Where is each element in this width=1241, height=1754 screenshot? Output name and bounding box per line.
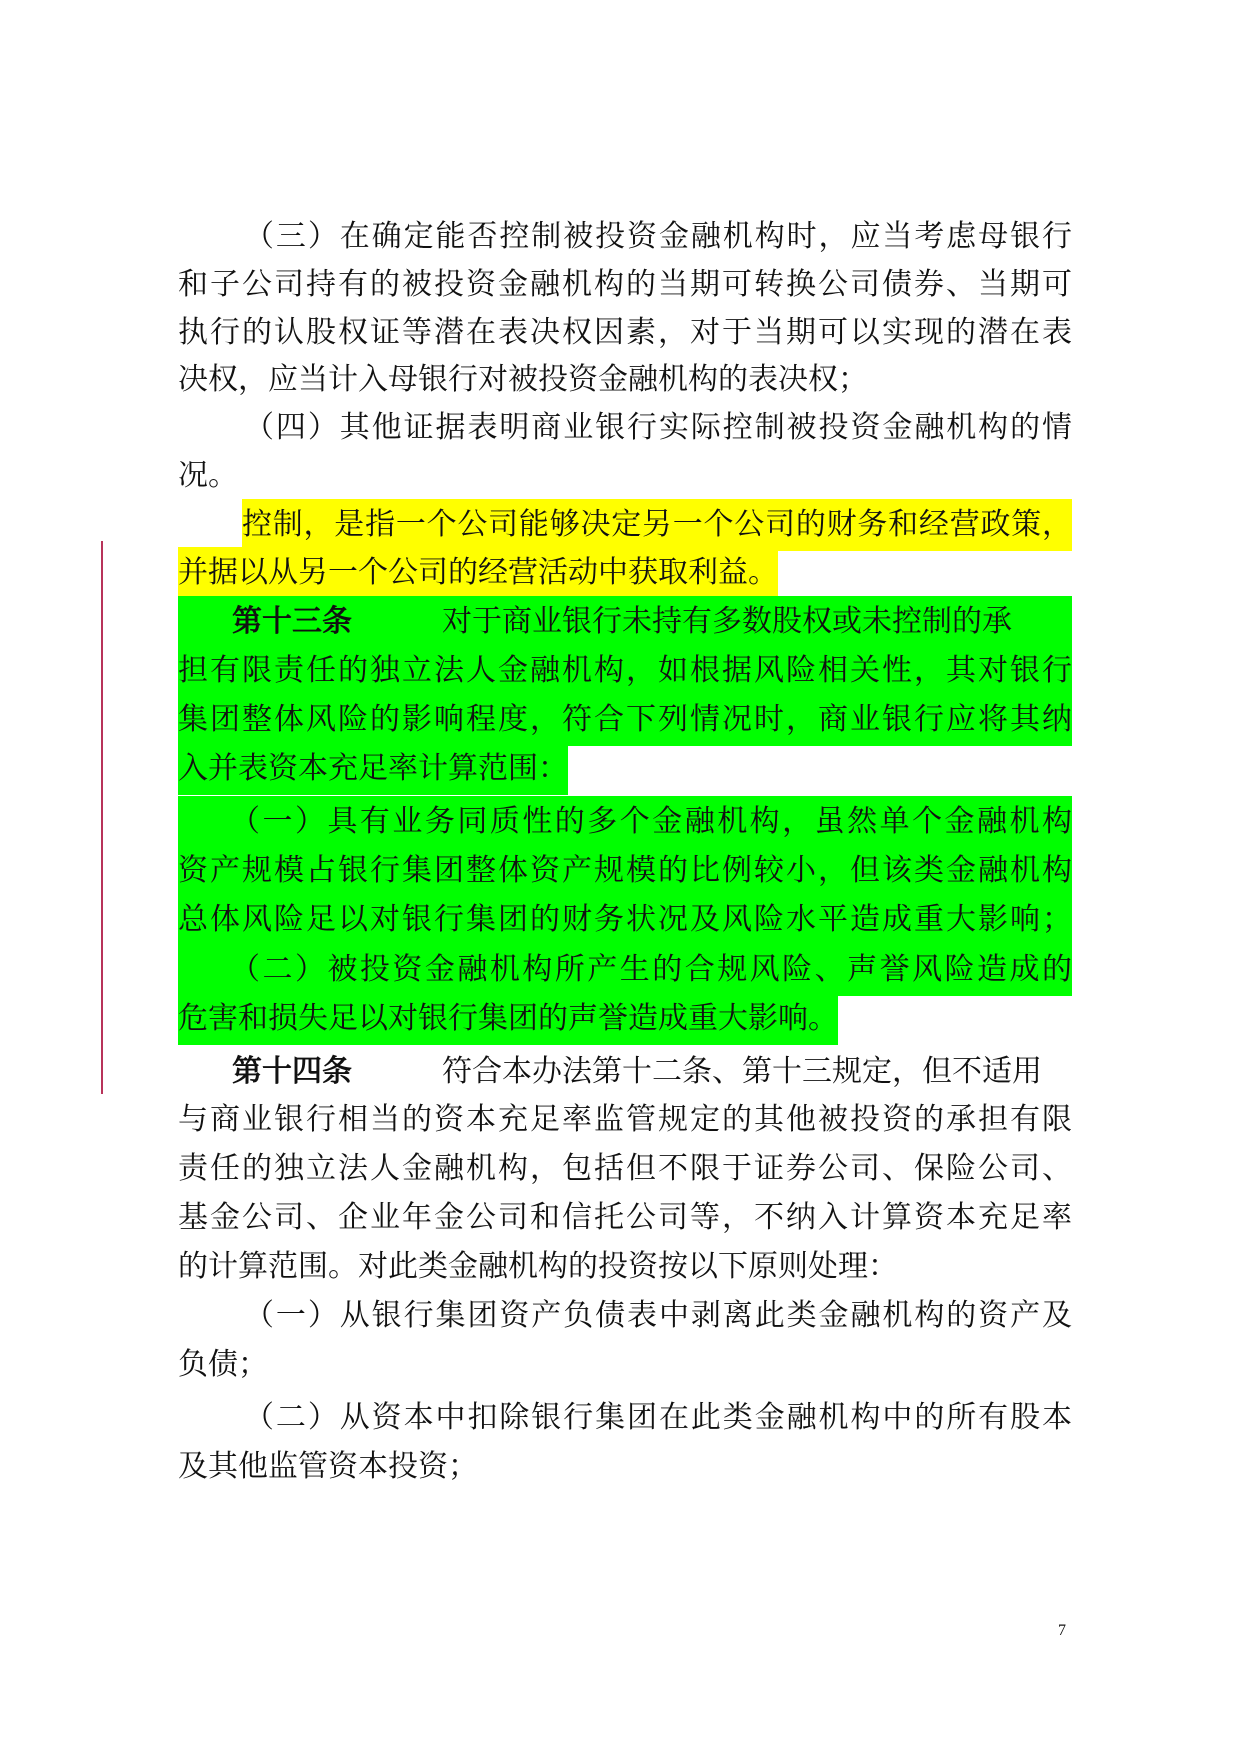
highlight-green-line: [178, 944, 1072, 996]
highlighted-text: 危害和损失足以对银行集团的声誉造成重大影响。: [178, 993, 838, 1045]
revision-margin-bar: [101, 541, 103, 1094]
text-line: 集团整体风险的影响程度，符合下列情况时，商业银行应将其纳: [178, 694, 1072, 746]
text-line: （三）在确定能否控制被投资金融机构时，应当考虑母银行: [244, 219, 1072, 254]
highlight-green-line: [178, 796, 1072, 848]
text-line: 总体风险足以对银行集团的财务状况及风险水平造成重大影响；: [178, 894, 1072, 946]
text-line: （二）被投资金融机构所产生的合规风险、声誉风险造成的: [230, 952, 1072, 987]
article-13-heading-line: [178, 596, 1072, 648]
text-line: 决权，应当计入母银行对被投资金融机构的表决权；: [178, 362, 868, 397]
highlighted-text: 入并表资本充足率计算范围：: [178, 743, 568, 795]
highlight-yellow-line: [178, 499, 1072, 551]
text-line: （一）具有业务同质性的多个金融机构，虽然单个金融机构: [230, 804, 1072, 839]
highlighted-text: 控制，是指一个公司能够决定另一个公司的财务和经营政策，: [242, 499, 1072, 551]
text-line: 符合本办法第十二条、第十三规定，但不适用: [442, 1054, 1042, 1089]
article-14-heading-line: [178, 1046, 1072, 1098]
text-line: （一）从银行集团资产负债表中剥离此类金融机构的资产及: [244, 1298, 1072, 1333]
text-line: 执行的认股权证等潜在表决权因素，对于当期可以实现的潜在表: [178, 315, 1072, 350]
text-line: 资产规模占银行集团整体资产规模的比例较小，但该类金融机构: [178, 845, 1072, 897]
highlight-yellow-line: [178, 547, 1072, 599]
highlight-green-line: [178, 743, 1072, 795]
highlight-green-line: [178, 993, 1072, 1045]
text-line: 及其他监管资本投资；: [178, 1449, 478, 1484]
text-line: 况。: [178, 458, 238, 493]
highlighted-text: 并据以从另一个公司的经营活动中获取利益。: [178, 547, 778, 599]
text-line: （四）其他证据表明商业银行实际控制被投资金融机构的情: [244, 410, 1072, 445]
text-line: 负债；: [178, 1347, 268, 1382]
text-line: 对于商业银行未持有多数股权或未控制的承: [442, 604, 1012, 639]
text-line: 基金公司、企业年金公司和信托公司等，不纳入计算资本充足率: [178, 1200, 1072, 1235]
text-line: 与商业银行相当的资本充足率监管规定的其他被投资的承担有限: [178, 1102, 1072, 1137]
article-14-title: 第十四条: [232, 1054, 352, 1089]
text-line: 担有限责任的独立法人金融机构，如根据风险相关性，其对银行: [178, 645, 1072, 697]
text-line: 的计算范围。对此类金融机构的投资按以下原则处理：: [178, 1249, 898, 1284]
text-line: （二）从资本中扣除银行集团在此类金融机构中的所有股本: [244, 1400, 1072, 1435]
text-line: 和子公司持有的被投资金融机构的当期可转换公司债券、当期可: [178, 267, 1072, 302]
text-line: 责任的独立法人金融机构，包括但不限于证券公司、保险公司、: [178, 1151, 1072, 1186]
page-number: 7: [1058, 1622, 1066, 1639]
article-13-title: 第十三条: [232, 604, 352, 639]
